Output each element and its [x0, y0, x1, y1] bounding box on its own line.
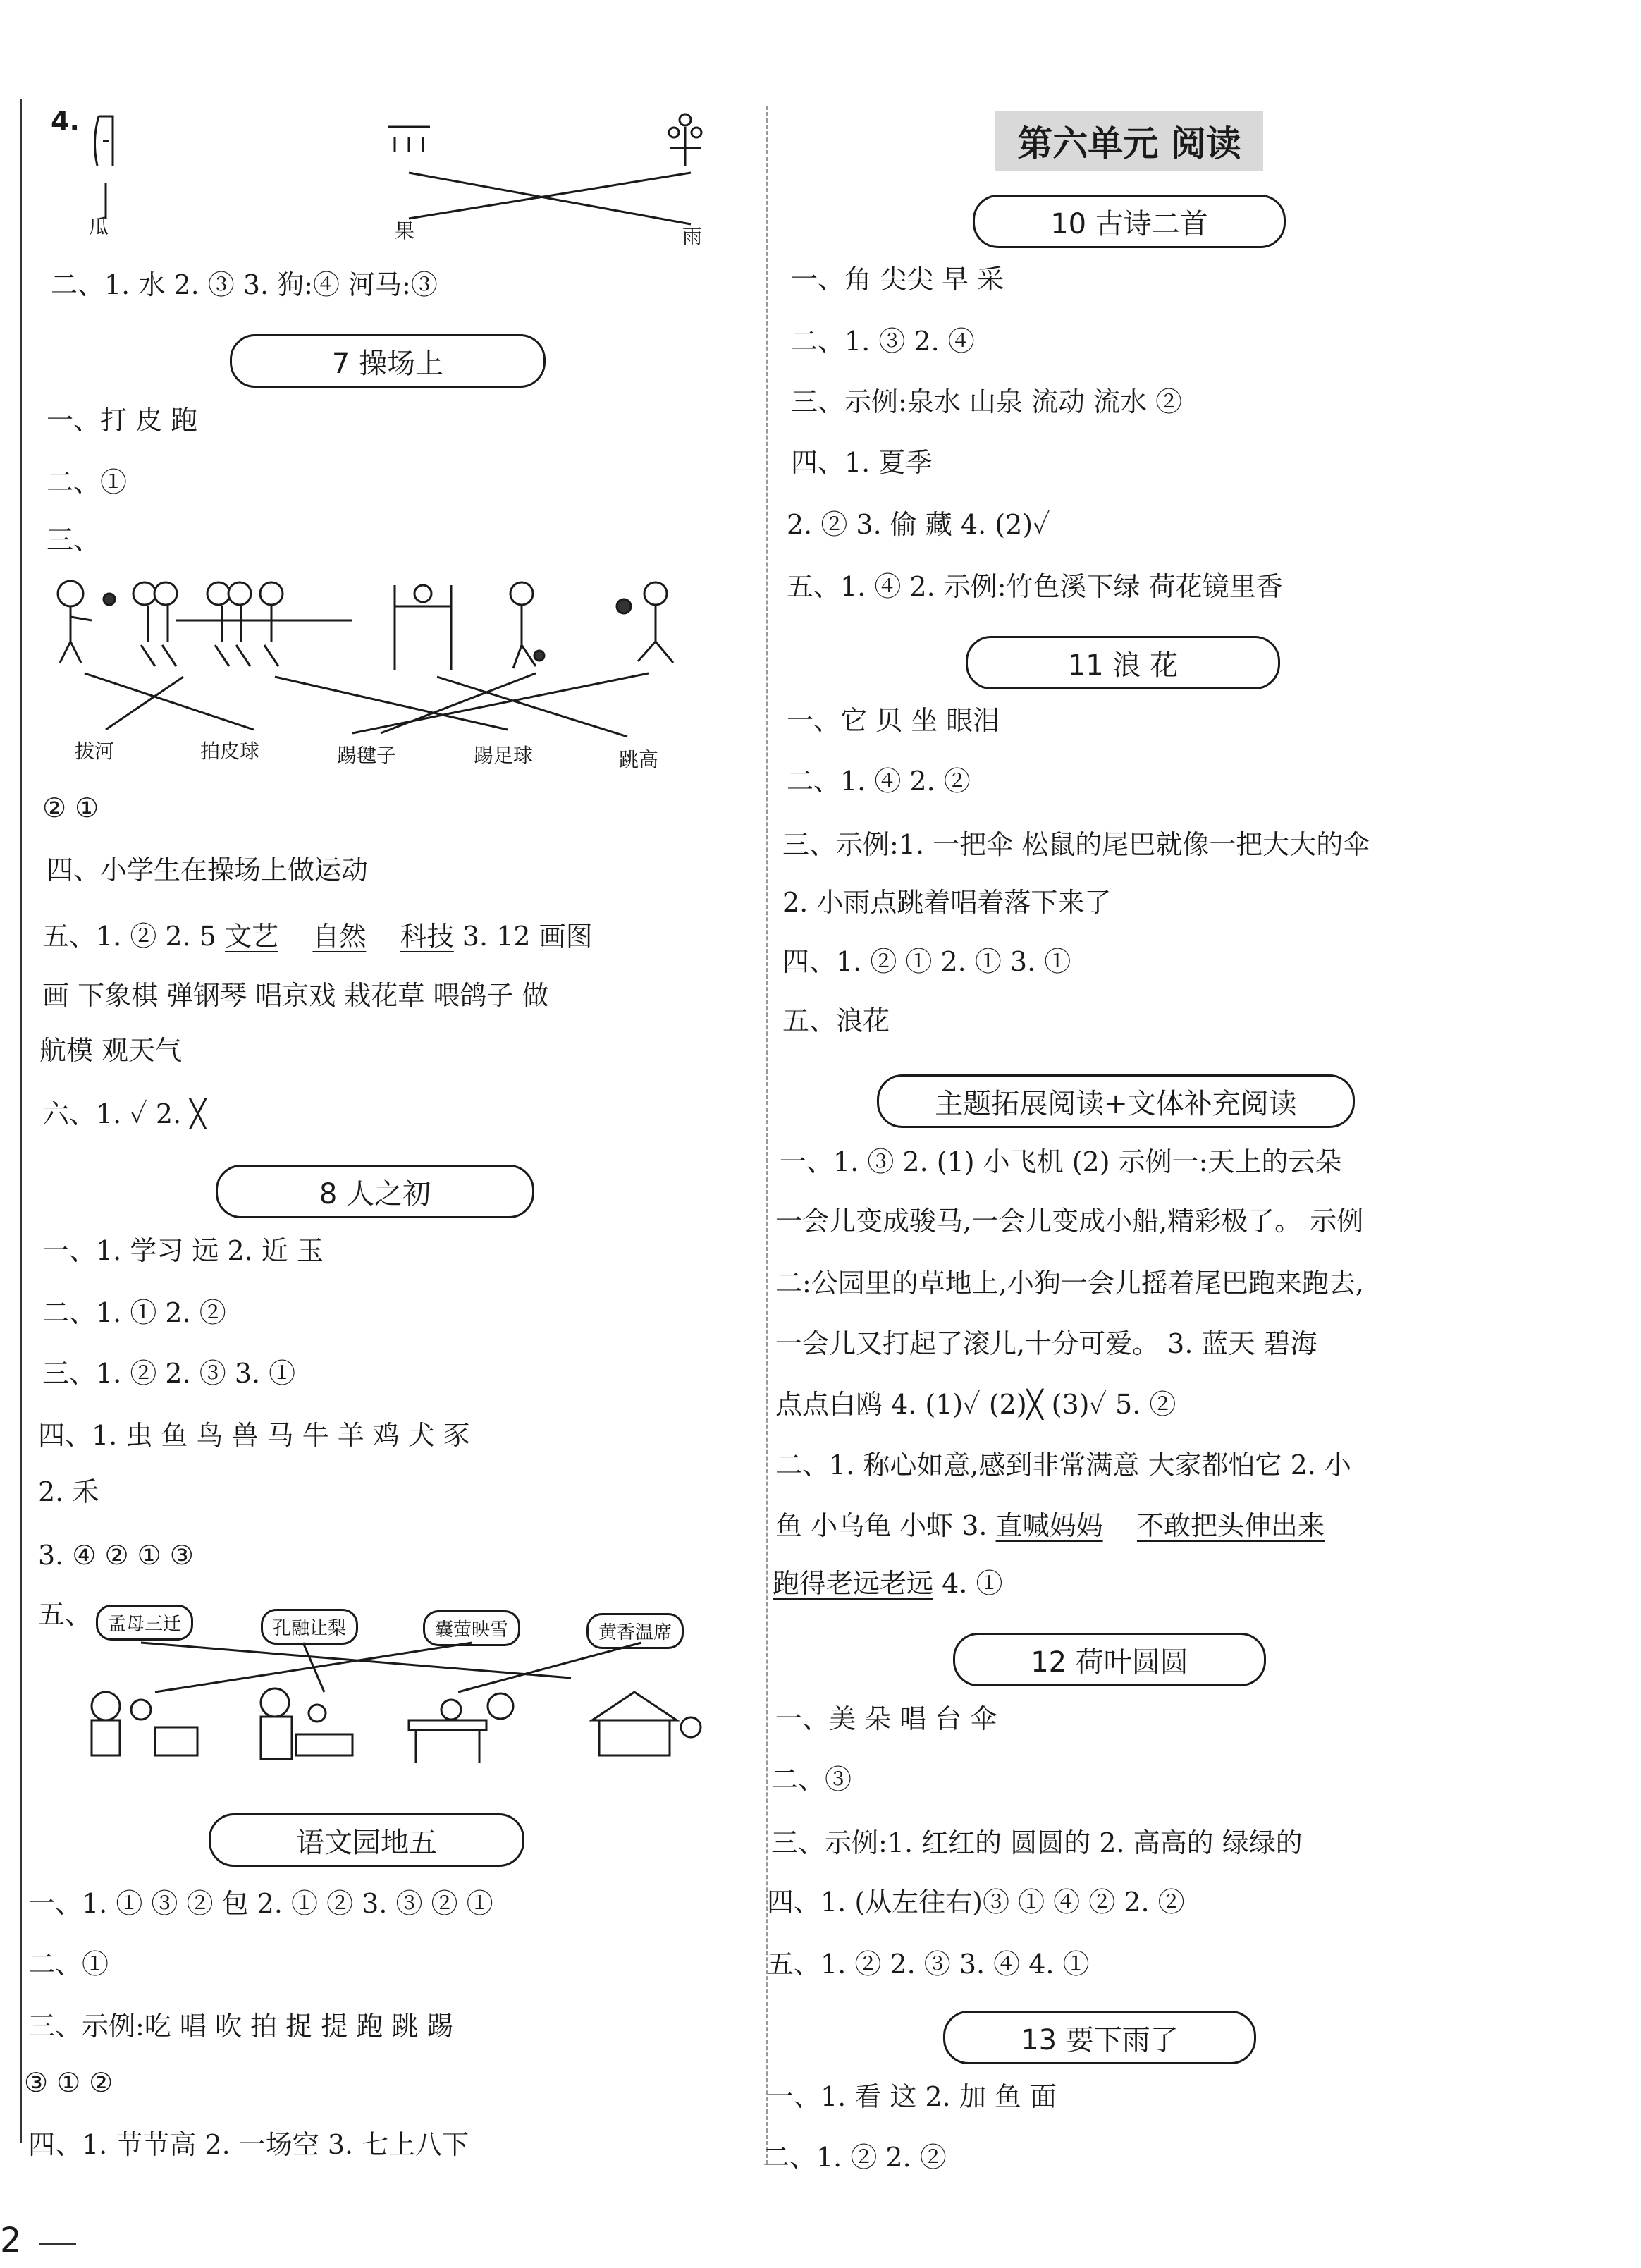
ancient-glyph-yu — [388, 127, 430, 152]
match-line — [155, 1643, 472, 1692]
answer-line: 2. ② 3. 偷 藏 4. (2)✓ — [787, 509, 1050, 540]
answer-line: 一、美 朵 唱 台 伞 — [775, 1703, 997, 1734]
glyph-label-gua: 瓜 — [89, 215, 109, 238]
underlined-answer: 跑得老远老远 — [773, 1568, 934, 1599]
match-line — [352, 673, 649, 733]
story-label: 孟母三迁 — [96, 1605, 193, 1641]
scene-table — [409, 1693, 513, 1763]
answer-line: 五、1. ② 2. ③ 3. ④ 4. ① — [767, 1949, 1090, 1980]
answer-line: 三、1. ② 2. ③ 3. ① — [42, 1358, 296, 1389]
answer-line: 一、打 皮 跑 — [47, 405, 198, 436]
answer-line: 3. ④ ② ① ③ — [38, 1540, 194, 1571]
underlined-answer: 文艺 — [225, 921, 279, 952]
sport-label: 踢毽子 — [337, 744, 397, 767]
sport-label: 跳高 — [619, 748, 659, 771]
answer-line: 五、 — [38, 1599, 92, 1630]
story-label: 黄香温席 — [586, 1613, 684, 1649]
answer-line: 二、1. ① 2. ② — [42, 1297, 226, 1328]
match-line — [381, 673, 536, 733]
answer-line — [775, 1509, 1325, 1543]
answer-line: 2. 小雨点跳着唱着落下来了 — [782, 887, 1112, 918]
match-line — [85, 673, 254, 730]
story-illustration — [70, 1636, 719, 1777]
answer-line: 三、 — [47, 525, 101, 556]
answer-line: ③ ① ② — [24, 2067, 113, 2098]
answer-line — [773, 1567, 1002, 1600]
tug-of-war-figures — [133, 582, 352, 666]
section-title-garden: 语文园地五 — [209, 1813, 524, 1867]
answer-line: 一、1. 看 这 2. 加 鱼 面 — [767, 2081, 1057, 2112]
answer-text: 五、1. ② 2. 5 — [42, 921, 226, 952]
high-jump-figure — [395, 585, 451, 670]
answer-line: 航模 观天气 — [39, 1035, 183, 1066]
answer-line: 四、1. (从左往右)③ ① ④ ② 2. ② — [767, 1887, 1185, 1918]
shuttlecock-kid-figure — [510, 582, 544, 668]
left-margin-rule — [20, 99, 22, 2143]
page-number-rule — [39, 2243, 76, 2245]
sport-label: 拍皮球 — [200, 740, 260, 763]
answer-line: 三、示例:1. 一把伞 松鼠的尾巴就像一把大大的伞 — [782, 829, 1370, 860]
story-label: 孔融让梨 — [261, 1609, 358, 1645]
match-line — [275, 677, 508, 730]
underlined-answer: 科技 — [400, 921, 454, 952]
answer-line: 一、1. ① ③ ② 包 2. ① ② 3. ③ ② ① — [28, 1888, 493, 1919]
answer-text: 鱼 小乌龟 小虾 3. — [775, 1510, 996, 1541]
ancient-glyph-gua — [94, 116, 113, 166]
underlined-answer: 自然 — [312, 921, 367, 952]
answer-text: 4. ① — [942, 1568, 1003, 1599]
answer-line: 四、1. 虫 鱼 鸟 兽 马 牛 羊 鸡 犬 豕 — [38, 1420, 471, 1451]
lesson-title-13: 13 要下雨了 — [943, 2011, 1256, 2064]
kid-bouncing-ball-figure — [58, 581, 115, 663]
lesson-title-8: 8 人之初 — [216, 1165, 534, 1218]
underlined-answer: 直喊妈妈 — [995, 1510, 1103, 1541]
answer-line: 六、1. ✓ 2. ╳ — [42, 1098, 207, 1129]
answer-line: 一会儿变成骏马,一会儿变成小船,精彩极了。 示例 — [775, 1206, 1364, 1237]
match-line — [437, 677, 627, 737]
answer-line: 一会儿又打起了滚儿,十分可爱。 3. 蓝天 碧海 — [775, 1328, 1317, 1359]
answer-line: 画 下象棋 弹钢琴 唱京戏 栽花草 喂鸽子 做 — [42, 980, 549, 1011]
answer-line: 二、③ — [771, 1764, 852, 1795]
q4-number: 4. — [51, 106, 80, 137]
answer-line: 二、① — [28, 1949, 109, 1980]
scene-house — [592, 1692, 701, 1755]
answer-line: 二、1. 称心如意,感到非常满意 大家都怕它 2. 小 — [775, 1449, 1351, 1481]
answer-line: 四、1. 夏季 — [791, 447, 933, 478]
lesson-title-12: 12 荷叶圆圆 — [953, 1633, 1266, 1686]
match-line — [458, 1643, 641, 1692]
answer-line: 三、示例:1. 红红的 圆圆的 2. 高高的 绿绿的 — [771, 1827, 1303, 1858]
underlined-answer: 不敢把头伸出来 — [1136, 1510, 1325, 1541]
story-label: 囊萤映雪 — [423, 1610, 520, 1646]
sport-label: 踢足球 — [474, 744, 534, 767]
sport-label: 拔河 — [75, 740, 115, 763]
answer-text: 3. 12 画图 — [462, 921, 593, 952]
lesson-title-7: 7 操场上 — [230, 334, 546, 388]
answer-line: 三、示例:泉水 山泉 流动 流水 ② — [791, 386, 1183, 417]
section-title-theme-reading: 主题拓展阅读+文体补充阅读 — [877, 1074, 1355, 1128]
glyph-label-yu: 雨 — [682, 225, 703, 248]
answer-line: 二、1. ④ 2. ② — [787, 766, 971, 797]
answer-line: 四、小学生在操场上做运动 — [47, 854, 369, 885]
answer-line: 四、1. 节节高 2. 一场空 3. 七上八下 — [28, 2129, 469, 2160]
answer-line: 二、1. ② 2. ② — [763, 2142, 947, 2173]
answer-line: 一、1. 学习 远 2. 近 玉 — [42, 1235, 324, 1266]
lesson-title-10: 10 古诗二首 — [973, 195, 1286, 248]
answer-line: ② ① — [42, 792, 99, 823]
answer-line: 四、1. ② ① 2. ① 3. ① — [782, 946, 1071, 977]
soccer-kid-figure — [617, 582, 673, 663]
unit-title: 第六单元 阅读 — [995, 111, 1263, 171]
answer-line: 二、① — [47, 467, 128, 498]
ancient-glyph-guo — [669, 114, 701, 166]
answer-line: 五、浪花 — [782, 1005, 890, 1036]
answer-line — [42, 919, 593, 953]
scene-lamp-study — [92, 1692, 197, 1755]
answer-line: 一、它 贝 坐 眼泪 — [787, 705, 1000, 736]
answer-line: 一、角 尖尖 早 采 — [791, 264, 1004, 295]
answer-line: 二:公园里的草地上,小狗一会儿摇着尾巴跑来跑去, — [775, 1268, 1364, 1299]
answer-line: 2. 禾 — [38, 1476, 99, 1507]
answer-line: 一、1. ③ 2. (1) 小飞机 (2) 示例一:天上的云朵 — [780, 1146, 1342, 1177]
answer-line: 点点白鸥 4. (1)✓ (2)╳ (3)✓ 5. ② — [775, 1389, 1176, 1420]
column-divider — [766, 106, 768, 2164]
scene-pear-sharing — [261, 1688, 352, 1759]
answer-line: 二、1. 水 2. ③ 3. 狗:④ 河马:③ — [51, 269, 438, 300]
page-number: 2 — [0, 2221, 22, 2260]
answer-line: 五、1. ④ 2. 示例:竹色溪下绿 荷花镜里香 — [787, 571, 1283, 602]
answer-line: 三、示例:吃 唱 吹 拍 捉 提 跑 跳 踢 — [28, 2011, 454, 2042]
sports-illustration — [42, 578, 691, 747]
lesson-title-11: 11 浪 花 — [966, 636, 1280, 689]
answer-line: 二、1. ③ 2. ④ — [791, 326, 975, 357]
glyph-label-guo: 果 — [395, 219, 415, 243]
